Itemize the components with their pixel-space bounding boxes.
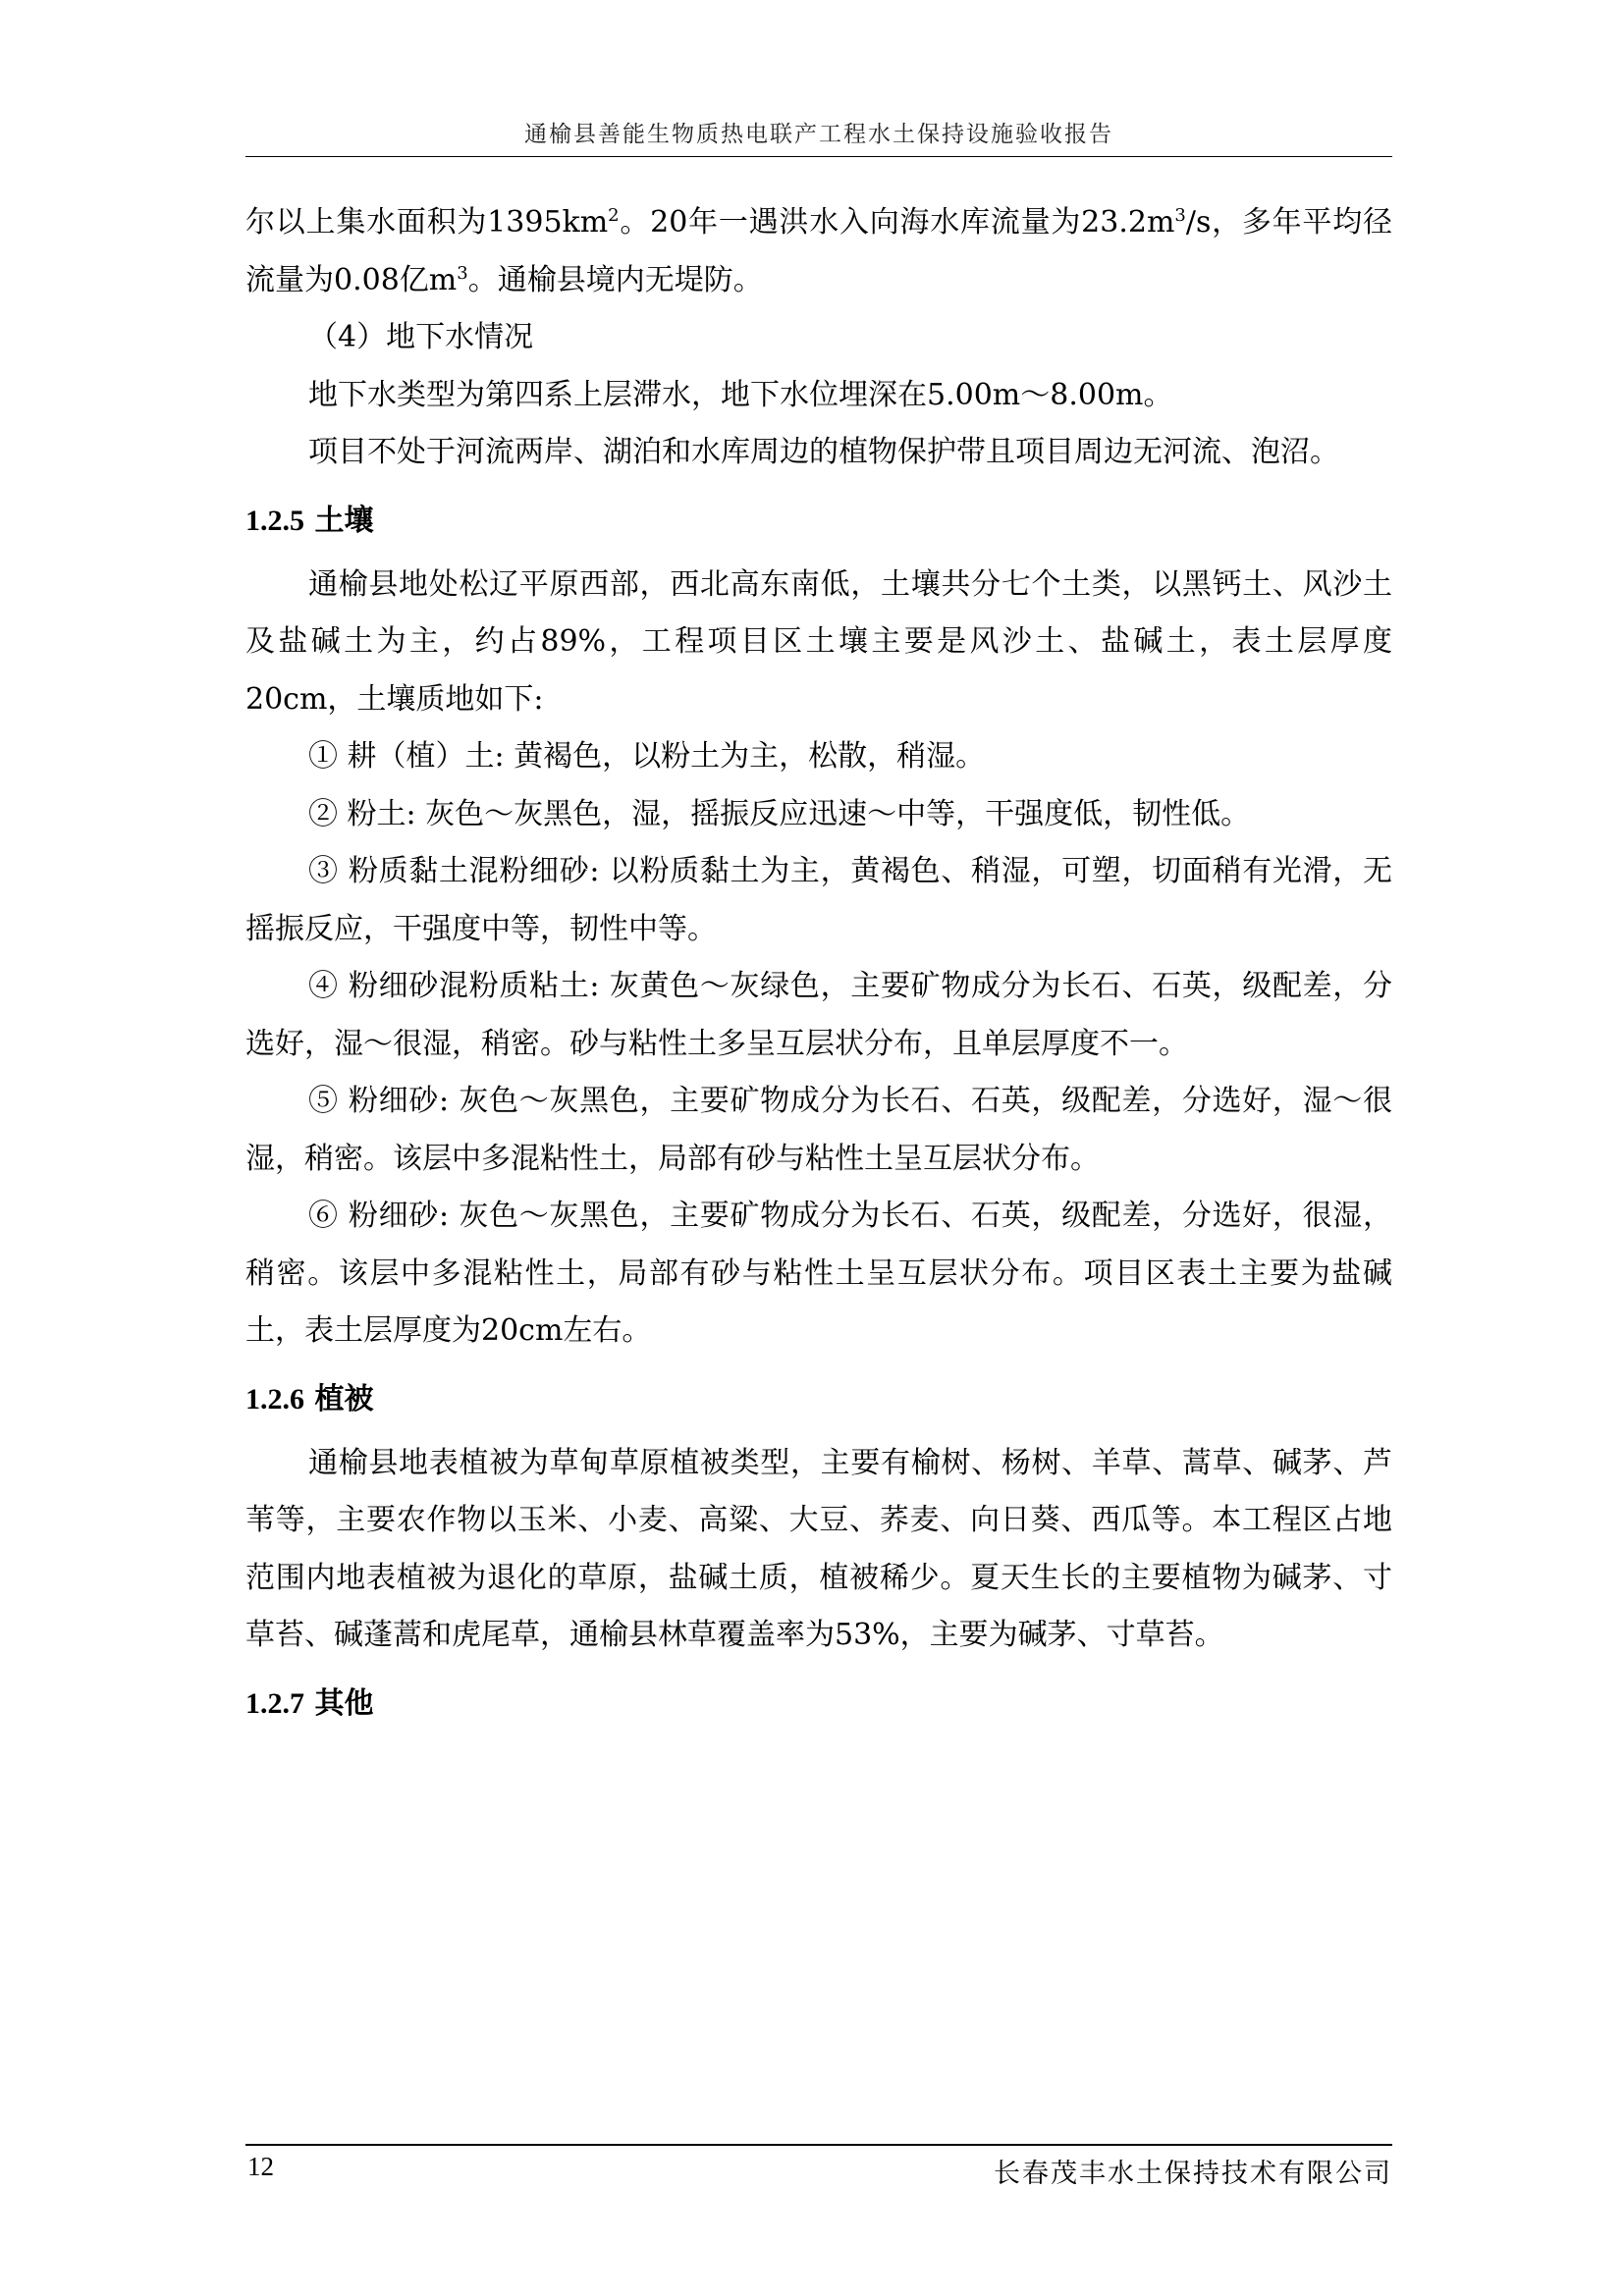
superscript: 3 <box>457 262 468 284</box>
document-body <box>245 194 1392 1739</box>
text-run: /s，多年平均径流量为0.08亿m <box>245 205 1392 297</box>
page-number: 12 <box>247 2152 274 2181</box>
running-header: 通榆县善能生物质热电联产工程水土保持设施验收报告 <box>524 122 1113 147</box>
soil-item: ④ 粉细砂混粉质粘土: 灰黄色～灰绿色，主要矿物成分为长石、石英，级配差，分选好，湿～很湿，稍密。砂与粘性土多呈互层状分布，且单层厚度不一。 <box>245 969 1392 1061</box>
section-number: 1.2.5 <box>245 504 304 537</box>
section-heading-1-2-7 <box>245 1675 1392 1734</box>
soil-item: ③ 粉质黏土混粉细砂: 以粉质黏土为主，黄褐色、稍湿，可塑，切面稍有光滑，无摇振反应，干强度中等，韧性中等。 <box>245 854 1392 946</box>
subsection-groundwater-title: （4）地下水情况 <box>308 320 534 354</box>
header-rule <box>245 156 1392 157</box>
section-number: 1.2.7 <box>245 1686 304 1720</box>
paragraph-hydrology <box>245 194 1392 309</box>
soil-item: ⑤ 粉细砂: 灰色～灰黑色，主要矿物成分为长石、石英，级配差，分选好，湿～很湿，稍密。该层中多混粘性土，局部有砂与粘性土呈互层状分布。 <box>245 1084 1392 1176</box>
section-heading-1-2-6 <box>245 1370 1392 1429</box>
superscript: 3 <box>1174 205 1186 226</box>
section-title: 土壤 <box>314 503 374 538</box>
section-heading-1-2-5 <box>245 492 1392 551</box>
soil-item: ② 粉土: 灰色～灰黑色，湿，摇振反应迅速～中等，干强度低，韧性低。 <box>308 796 1251 831</box>
soil-item: ⑥ 粉细砂: 灰色～灰黑色，主要矿物成分为长石、石英，级配差，分选好，很湿，稍密。该层中多混粘性土，局部有砂与粘性土呈互层状分布。项目区表土主要为盐碱土，表土层厚度为20cm左右。 <box>245 1199 1392 1348</box>
footer-company: 长春茂丰水土保持技术有限公司 <box>994 2159 1392 2189</box>
section-title: 植被 <box>314 1381 374 1416</box>
text-run: 。通榆县境内无堤防。 <box>467 262 763 297</box>
paragraph-soil-intro: 通榆县地处松辽平原西部，西北高东南低，土壤共分七个土类，以黑钙土、风沙土及盐碱土为主，约占89%，工程项目区土壤主要是风沙土、盐碱土，表土层厚度20cm，土壤质地如下: <box>245 566 1392 717</box>
paragraph-vegetation: 通榆县地表植被为草甸草原植被类型，主要有榆树、杨树、羊草、蒿草、碱茅、芦苇等，主要农作物以玉米、小麦、高粱、大豆、荞麦、向日葵、西瓜等。本工程区占地范围内地表植被为退化的草原，盐碱土质，植被稀少。夏天生长的主要植物为碱茅、寸草苔、碱蓬蒿和虎尾草，通榆县林草覆盖率为53%，主要为碱茅、寸草苔。 <box>245 1445 1392 1652</box>
paragraph-groundwater-type: 地下水类型为第四系上层滞水，地下水位埋深在5.00m～8.00m。 <box>308 377 1173 412</box>
section-number: 1.2.6 <box>245 1382 304 1415</box>
section-title: 其他 <box>314 1685 374 1721</box>
footer-rule <box>245 2144 1392 2146</box>
paragraph-groundwater-location: 项目不处于河流两岸、湖泊和水库周边的植物保护带且项目周边无河流、泡沼。 <box>308 435 1339 469</box>
soil-item: ① 耕（植）土: 黄褐色，以粉土为主，松散，稍湿。 <box>308 739 986 774</box>
text-run: 。20年一遇洪水入向海水库流量为23.2m <box>619 205 1175 240</box>
text-run: 尔以上集水面积为1395km <box>245 205 609 240</box>
superscript: 2 <box>608 205 620 226</box>
